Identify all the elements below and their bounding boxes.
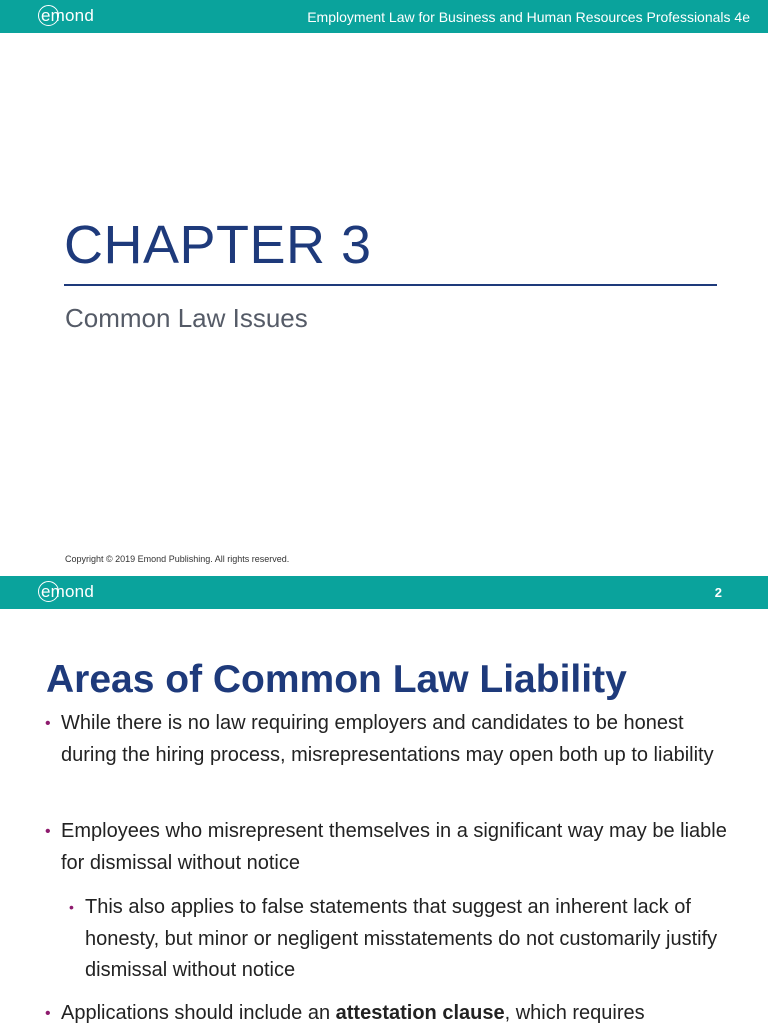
header-bar [0,0,768,33]
bullet-icon: • [69,899,74,915]
bullet-text-suffix: , which requires [504,1002,645,1024]
attestation-clause-term: attestation clause [335,1002,505,1024]
title-divider [64,284,717,286]
bullet-item [45,816,741,879]
emond-logo [38,580,94,604]
bullet-text-prefix: Applications should include an [61,1002,336,1024]
chapter-subtitle: Common Law Issues [65,303,308,333]
emond-logo [38,4,94,28]
bullet-icon: • [45,1005,51,1022]
content-slide [0,576,768,1024]
logo-text: emond [41,6,94,25]
bullet-item [45,708,741,771]
bullet-text: This also applies to false statements that suggest an inherent lack of honesty, but minor or negligent misstatements do not customarily justify dismissal without notice [85,896,718,981]
bullet-icon: • [45,823,51,840]
logo-text: emond [41,582,94,601]
sub-bullet-item [69,892,745,987]
header-bar [0,576,768,609]
slide-number: 2 [714,585,722,600]
bullet-icon: • [45,715,51,732]
chapter-title: CHAPTER 3 [64,215,372,275]
bullet-text: While there is no law requiring employers and candidates to be honest during the hiring process, misrepresentations may open both up to liability [61,712,714,766]
book-title: Employment Law for Business and Human Resources Professionals 4e [307,9,750,25]
slide-heading: Areas of Common Law Liability [46,658,627,701]
bullet-item [45,998,741,1024]
copyright-notice: Copyright © 2019 Emond Publishing. All rights reserved. [65,554,290,564]
bullet-text: Employees who misrepresent themselves in a significant way may be liable for dismissal without notice [61,820,727,874]
